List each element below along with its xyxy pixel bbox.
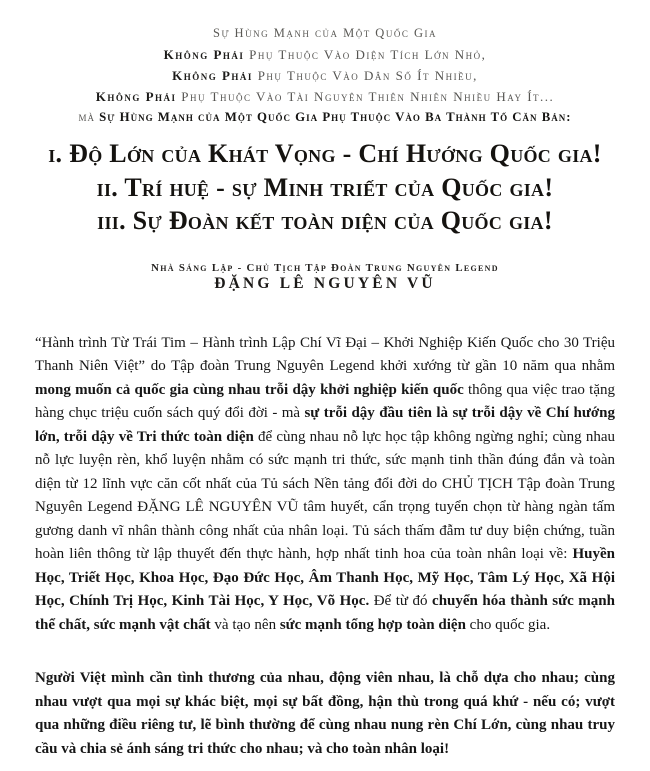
- text-run: thông qua việc trao tặng hàng chục triệu cuốn sách quý đổi đời - mà: [35, 381, 615, 421]
- byline-name: ĐẶNG LÊ NGUYÊN VŨ: [214, 274, 436, 292]
- text-run: sự trỗi dậy đầu tiên là sự trỗi dậy về Chí hướng lớn, trỗi dậy về Tri thức toàn diện: [35, 405, 615, 445]
- headline-item-1: i. Độ Lớn của Khát Vọng - Chí Hướng Quốc gia!: [48, 139, 602, 168]
- preamble-negation-line: [35, 44, 615, 65]
- text-run: Người Việt mình cần tình thương của nhau, động viên nhau, là chỗ dựa cho nhau; cùng nhau vượt qua mọi sự khác biệt, mọi sự bất đồng, hận thù trong quá khứ - nếu có; vượt qua những điều riêng tư, lẽ bình thường để cùng nhau nung rèn Chí Lớn, cùng nhau truy cầu và chia sẻ ánh sáng tri thức cho nhau; và cho toàn nhân loại!: [35, 670, 615, 757]
- conclusion-lead: mà: [78, 110, 100, 124]
- text-run: sức mạnh tổng hợp toàn diện: [279, 616, 466, 633]
- preamble-negation-line: [35, 65, 615, 86]
- byline-role: Nhà Sáng Lập - Chủ Tịch Tập Đoàn Trung Nguyên Legend: [151, 261, 499, 274]
- text-run: và tạo nên: [210, 616, 280, 633]
- negation-emphasis: Không Phải: [163, 47, 245, 62]
- negation-text: Phụ Thuộc Vào Dân Số Ít Nhiều,: [252, 68, 478, 83]
- preamble-title: Sự Hùng Mạnh của Một Quốc Gia: [213, 26, 437, 40]
- negation-text: Phụ Thuộc Vào Diện Tích Lớn Nhỏ,: [244, 47, 487, 62]
- byline: [35, 261, 615, 293]
- preamble-conclusion: [35, 107, 615, 128]
- text-run: mong muốn cả quốc gia cùng nhau trỗi dậy khởi nghiệp kiến quốc: [35, 381, 464, 398]
- negation-text: Phụ Thuộc Vào Tài Nguyên Thiên Nhiên Nhiều Hay Ít...: [176, 89, 555, 104]
- text-run: để cùng nhau nỗ lực học tập không ngừng nghỉ; cùng nhau nỗ lực luyện rèn, khổ luyện nhằm có sức mạnh tri thức, sức mạnh tinh thần đúng đắn và toàn diện từ 12 lĩnh vực căn cốt nhất của Tủ sách Nền tảng đổi đời do CHỦ TỊCH Tập đoàn Trung Nguyên Legend ĐẶNG LÊ NGUYÊN VŨ tâm huyết, cẩn trọng tuyển chọn từ hàng ngàn tấm gương danh vĩ nhân thành công nhất của nhân loại. Tủ sách thấm đẫm tư duy biện chứng, tuần hoàn liên thông từ lập thuyết đến thực hành, hợp nhất tinh hoa của toàn nhân loại về:: [35, 428, 615, 562]
- text-run: Để từ đó: [369, 593, 433, 609]
- text-run: Huyền Học, Triết Học, Khoa Học, Đạo Đức Học, Âm Thanh Học, Mỹ Học, Tâm Lý Học, Xã Hội Học, Chính Trị Học, Kinh Tài Học, Y Học, Võ Học.: [35, 546, 615, 609]
- text-run: chuyển hóa thành sức mạnh thể chất, sức mạnh vật chất: [35, 593, 615, 633]
- headline: [35, 137, 615, 238]
- preamble-negation-line: [35, 86, 615, 107]
- text-run: “Hành trình Từ Trái Tim – Hành trình Lập Chí Vĩ Đại – Khởi Nghiệp Kiến Quốc cho 30 Triệu Thanh Niên Việt” do Tập đoàn Trung Nguyên Legend khởi xướng từ gần 10 năm qua nhằm: [35, 334, 615, 374]
- text-run: cho quốc gia.: [465, 616, 551, 633]
- conclusion-emphasis: Sự Hùng Mạnh của Một Quốc Gia Phụ Thuộc Vào Ba Thành Tố Căn Bản:: [99, 110, 572, 124]
- negation-emphasis: Không Phải: [172, 68, 253, 83]
- preamble: [35, 23, 615, 128]
- headline-item-3: iii. Sự Đoàn kết toàn diện của Quốc gia!: [97, 206, 553, 235]
- body-paragraph: [35, 332, 615, 638]
- negation-emphasis: Không Phải: [95, 89, 177, 104]
- closing-paragraph: [35, 667, 615, 761]
- headline-item-2: ii. Trí huệ - sự Minh triết của Quốc gia!: [96, 172, 554, 202]
